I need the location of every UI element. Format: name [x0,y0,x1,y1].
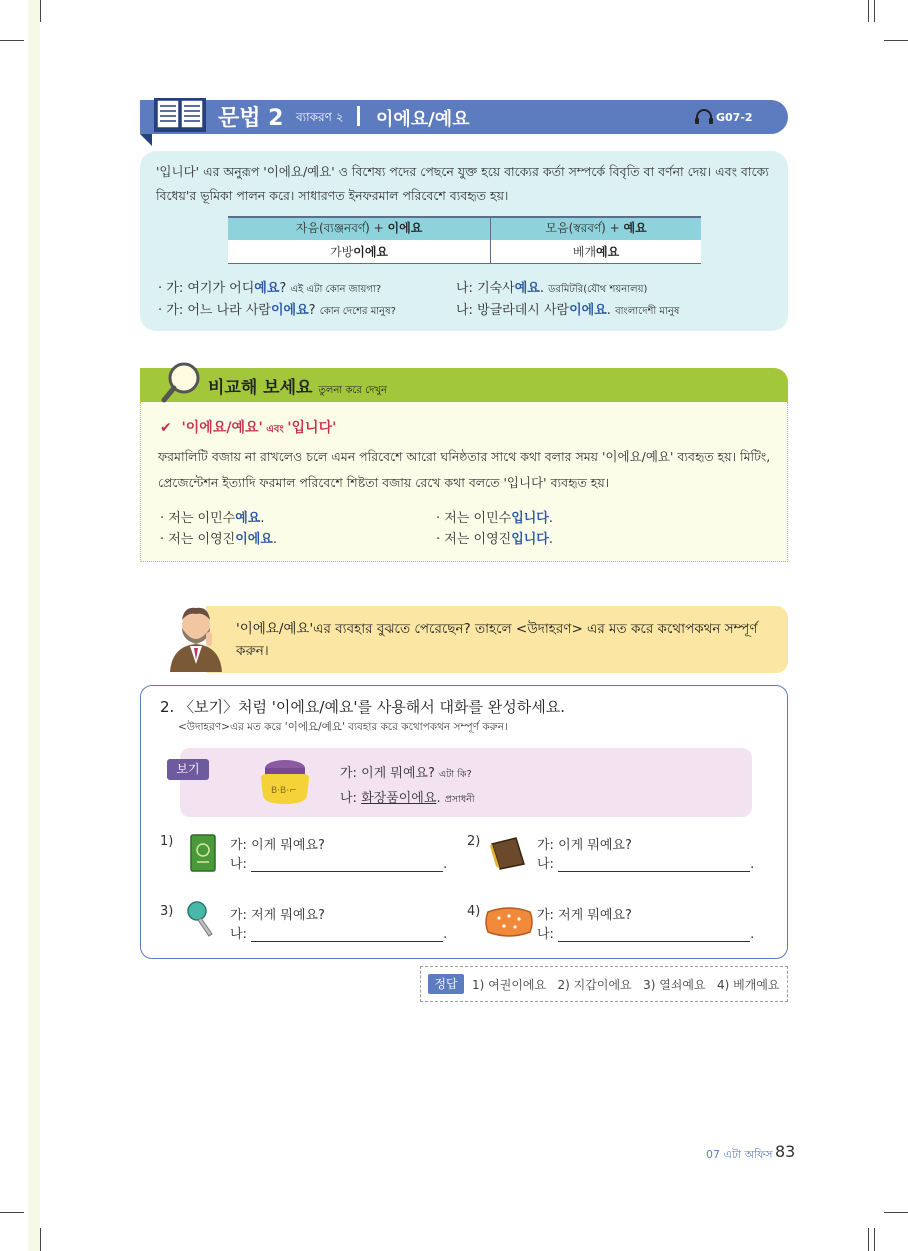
compare-example: · 저는 이민수예요. [160,511,265,526]
answer-key-label: 정답 [428,974,464,994]
crop-mark [868,1228,869,1251]
crop-mark [40,0,41,22]
jar-label: B·B·⌐ [271,786,297,796]
exercise-question-bn: <উদাহরণ>এর মত করে '이에요/예요' ব্যবহার করে কথোপকথন সম্পূর্ণ করুন। [178,721,508,733]
crop-mark [0,40,24,41]
audio-track-id[interactable]: G07-2 [716,111,753,124]
grammar-example: 나: 방글라데시 사람이에요. বাংলাদেশী মানুষ [456,303,680,318]
compare-title: 비교해 보세요 তুলনা করে দেখুন [208,378,387,398]
compare-example: · 저는 이민수입니다. [436,511,554,526]
key-icon [186,900,216,938]
item-answer-line[interactable]: 나: . [537,927,755,942]
item-question: 가: 저게 뭐예요? [537,908,632,923]
item-answer-line[interactable]: 나: . [230,927,448,942]
item-question: 가: 저게 뭐예요? [230,908,325,923]
example-question: 가: 이게 뭐예요? এটা কি? [340,766,472,781]
header-divider [357,106,360,126]
grammar-example: · 가: 어느 나라 사람이에요? কোন দেশের মানুষ? [158,303,396,318]
page-number: 83 [775,1142,796,1161]
explanation-text: '입니다' এর অনুরূপ '이에요/예요' ও বিশেষ্য পদের পেছনে যুক্ত হয়ে বাক্যের কর্তা সম্পর্কে বিবৃতি বা বর্ণনা দেয়। এবং বাক্যে বিধেয়'র ভূমিকা পালন করে। সাধারণত ইনফরমাল পরিবেশে ব্যবহৃত হয়। [156,164,769,203]
item-answer-line[interactable]: 나: . [230,857,448,872]
crop-mark [40,1228,41,1251]
magnifier-icon [160,360,204,404]
table-cell-example-1: 가방이에요 [228,240,491,263]
table-header-vowel: 모음(স্বরবর্ণ) + 예요 [491,217,701,240]
exercise-question: 2. 〈보기〉처럼 '이에요/예요'를 사용해서 대화를 완성하세요. [160,698,566,716]
compare-example: · 저는 이영진이에요. [160,532,278,547]
grammar-subtitle: ব্যাকরণ ২ [296,110,344,124]
answer-blank[interactable] [558,930,750,942]
page-edge-strip [28,0,40,1251]
example-answer: 나: 화장품이에요. প্রসাধনী [340,791,475,806]
item-number: 4) [467,904,481,919]
cosmetics-jar-icon [257,756,313,806]
crop-mark [884,40,908,41]
prompt-text: '이에요/예요'এর ব্যবহার বুঝতে পেরেছেন? তাহলে <উদাহরণ> এর মত করে কথোপকথন সম্পূর্ণ করুন। [236,621,758,659]
conjugation-table [228,216,701,264]
compare-text: ফরমালিটি বজায় না রাখলেও চলে এমন পরিবেশে আরো ঘনিষ্ঠতার সাথে কথা বলার সময় '이에요/예요' ব্যবহৃত হয়। মিটিং, প্রেজেন্টেশন ইত্যাদি ফরমাল পরিবেশে শিষ্টতা বজায় রেখে কথা বলতে '입니다' ব্যবহৃত হয়। [158,449,771,490]
crop-mark [884,1212,908,1213]
crop-mark [868,0,869,22]
example-label: 보기 [167,759,209,780]
item-number: 2) [467,834,481,849]
item-number: 3) [160,904,174,919]
item-answer-line[interactable]: 나: . [537,857,755,872]
passport-icon [190,834,216,872]
item-question: 가: 이게 뭐예요? [230,838,325,853]
answer-blank[interactable] [251,860,443,872]
chapter-footer: 07 এটা অফিস [706,1148,773,1161]
check-icon: ✔ [160,420,182,436]
answer-key-text: 1) 여권이에요 2) 지갑이에요 3) 열쇠예요 4) 베개예요 [472,978,780,992]
table-header-consonant: 자음(ব্যঞ্জনবর্ণ) + 이에요 [228,217,491,240]
compare-example: · 저는 이영진입니다. [436,532,554,547]
pillow-icon [484,902,534,942]
crop-mark [874,0,875,22]
wallet-icon [490,836,526,870]
teacher-illustration [166,602,226,672]
answer-blank[interactable] [251,930,443,942]
table-cell-example-2: 베개예요 [491,240,701,263]
crop-mark [0,1212,24,1213]
item-number: 1) [160,834,174,849]
crop-mark [874,1228,875,1251]
grammar-example: 나: 기숙사예요. ডরমিটরি(যৌথ শয়নালয়) [456,281,648,296]
grammar-example: · 가: 여기가 어디예요? এই এটা কোন জায়গা? [158,281,382,296]
grammar-title: 문법 2 [218,106,284,131]
grammar-topic: 이에요/예요 [376,109,470,130]
header-notch [140,134,152,146]
book-icon [152,94,208,134]
answer-blank[interactable] [558,860,750,872]
item-question: 가: 이게 뭐예요? [537,838,632,853]
compare-subtitle: ✔ '이에요/예요' এবং '입니다' [160,420,337,436]
headphones-icon[interactable] [694,109,714,125]
